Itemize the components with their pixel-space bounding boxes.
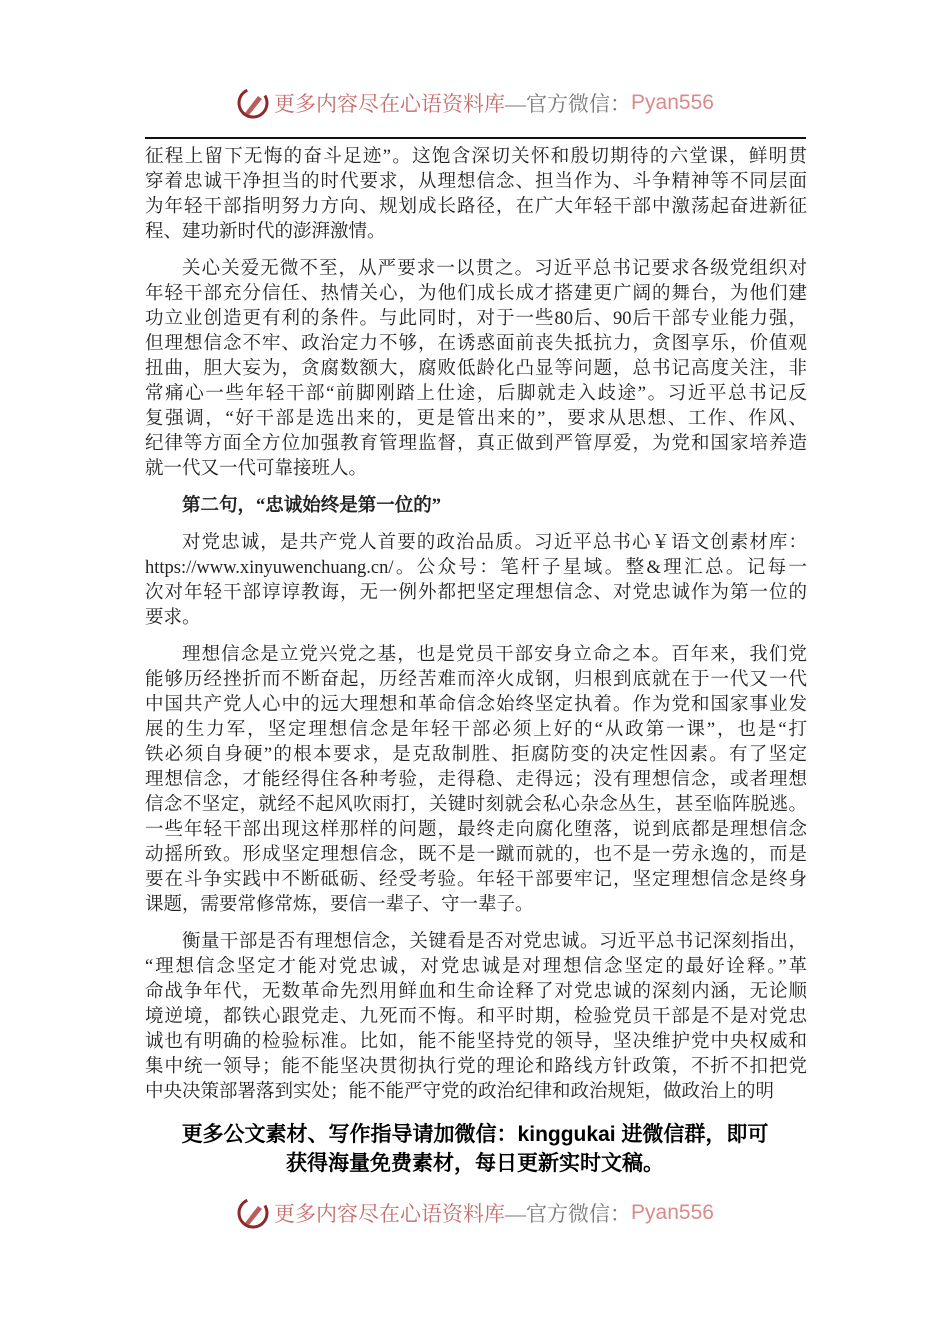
text-line: 衡量干部是否有理想信念，关键看是否对党忠诚。习近平总书记深刻指出， [182,932,807,952]
pen-logo-icon [236,86,270,120]
text-line: 铁必须自身硬”的根本要求，是克敌制胜、拒腐防变的决定性因素。有了坚定 [145,745,807,765]
text-line: 展的生力军，坚定理想信念是年轻干部必须上好的“从政第一课”，也是“打 [145,720,807,740]
paragraph [145,257,807,482]
text-line: 但理想信念不牢、政治定力不够，在诱惑面前丧失抵抗力，贪图享乐，价值观 [145,334,807,354]
text-line: 穿着忠诚干净担当的时代要求，从理想信念、担当作为、斗争精神等不同层面 [145,172,807,192]
banner-separator: —官方微信： [505,92,632,116]
text-line: 信念不坚定，就经不起风吹雨打，关键时刻就会私心杂念丛生，甚至临阵脱逃。 [145,795,807,815]
text-line: 复强调，“好干部是选出来的，更是管出来的”，要求从思想、工作、作风、 [145,409,807,429]
text-line: 中国共产党人心中的远大理想和革命信念始终坚定执着。作为党和国家事业发 [145,695,807,715]
banner-site-name: 更多内容尽在心语资料库 [274,92,506,116]
section-heading [145,494,807,519]
text-line: 要求。 [145,608,201,628]
text-line: 就一代又一代可靠接班人。 [145,459,368,479]
promo-text [145,1120,805,1178]
text-line: 理想信念是立党兴党之基，也是党员干部安身立命之本。百年来，我们党 [182,645,807,665]
header-banner [0,83,950,123]
text-line: 为年轻干部指明努力方向、规划成长路径，在广大年轻干部中激荡起奋进新征 [145,197,807,217]
text-line: “理想信念坚定才能对党忠诚，对党忠诚是对理想信念坚定的最好诠释。”革 [145,957,807,977]
text-line: 程、建功新时代的澎湃激情。 [145,222,386,242]
promo-line-2: 获得海量免费素材，每日更新实时文稿。 [286,1152,664,1175]
paragraph [145,643,807,918]
text-line: 对党忠诚，是共产党人首要的政治品质。习近平总书心￥语文创素材库： [182,533,807,553]
text-line: 一些年轻干部出现这样那样的问题，最终走向腐化堕落，说到底都是理想信念 [145,820,807,840]
text-line: 诚也有明确的检验标准。比如，能不能坚持党的领导，坚决维护党中央权威和 [145,1032,807,1052]
text-line: 年轻干部充分信任、热情关心，为他们成长成才搭建更广阔的舞台，为他们建 [145,284,807,304]
paragraph [145,930,807,1105]
document-body [145,145,807,1117]
text-line: 动摇所致。形成坚定理想信念，既不是一蹴而就的，也不是一劳永逸的，而是 [145,845,807,865]
text-line: 中央决策部署落到实处；能不能严守党的政治纪律和政治规矩，做政治上的明 [145,1082,775,1102]
pen-logo-icon [236,1196,270,1230]
banner-site-name: 更多内容尽在心语资料库 [274,1202,506,1226]
header-rule [145,137,806,139]
text-line: https://www.xinyuwenchuang.cn/。公众号：笔杆子星域。整&理汇总。记每一 [145,558,807,578]
text-line: 次对年轻干部谆谆教诲，无一例外都把坚定理想信念、对党忠诚作为第一位的 [145,583,807,603]
text-line: 扭曲，胆大妄为，贪腐数额大，腐败低龄化凸显等问题，总书记高度关注，非 [145,359,807,379]
promo-line-1: 更多公文素材、写作指导请加微信：kinggukai 进微信群，即可 [181,1123,769,1146]
text-line: 关心关爱无微不至，从严要求一以贯之。习近平总书记要求各级党组织对 [182,259,807,279]
text-line: 命战争年代，无数革命先烈用鲜血和生命诠释了对党忠诚的深刻内涵，无论顺 [145,982,807,1002]
banner-wechat-id: Pyan556 [631,91,714,114]
text-line: 纪律等方面全方位加强教育管理监督，真正做到严管厚爱，为党和国家培养造 [145,434,807,454]
text-line: 征程上留下无悔的奋斗足迹”。这饱含深切关怀和殷切期待的六堂课，鲜明贯 [145,147,807,167]
text-line: 能够历经挫折而不断奋起，历经苦难而淬火成钢，归根到底就在于一代又一代 [145,670,807,690]
text-line: 境逆境，都铁心跟党走、九死而不悔。和平时期，检验党员干部是不是对党忠 [145,1007,807,1027]
text-line: 第二句，“忠诚始终是第一位的” [182,496,442,516]
text-line: 集中统一领导；能不能坚决贯彻执行党的理论和路线方针政策，不折不扣把党 [145,1057,807,1077]
text-line: 常痛心一些年轻干部“前脚刚踏上仕途，后脚就走入歧途”。习近平总书记反 [145,384,807,404]
text-line: 要在斗争实践中不断砥砺、经受考验。年轻干部要牢记，坚定理想信念是终身 [145,870,807,890]
text-line: 功立业创造更有利的条件。与此同时，对于一些80后、90后干部专业能力强， [145,309,807,329]
text-line: 理想信念，才能经得住各种考验，走得稳、走得远；没有理想信念，或者理想 [145,770,807,790]
banner-wechat-id: Pyan556 [631,1201,714,1224]
banner-separator: —官方微信： [505,1202,632,1226]
text-line: 课题，需要常修常炼，要信一辈子、守一辈子。 [145,895,534,915]
paragraph [145,145,807,245]
paragraph [145,531,807,631]
footer-banner [0,1193,950,1233]
